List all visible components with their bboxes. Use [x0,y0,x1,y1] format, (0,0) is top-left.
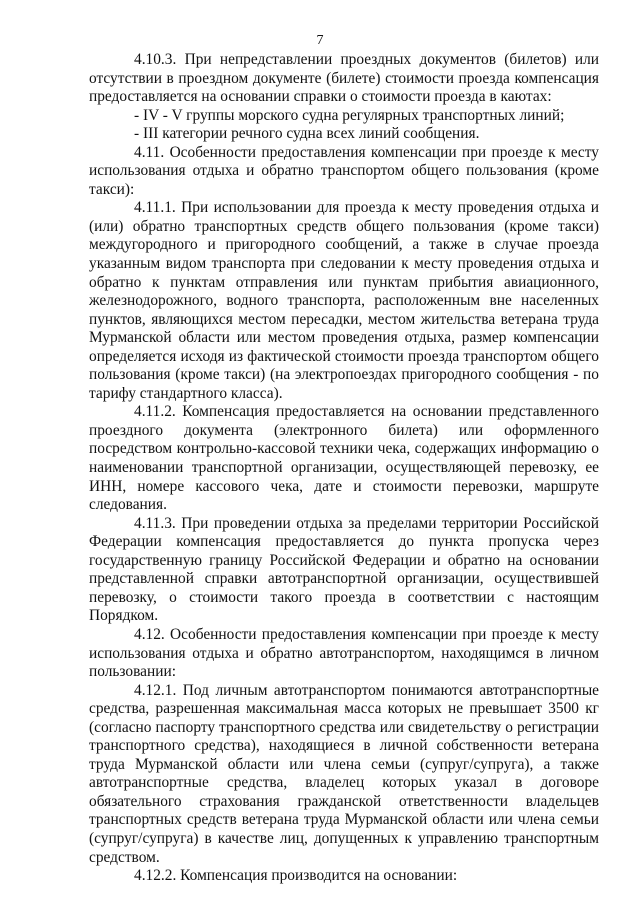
document-body [89,51,599,886]
list-item-sea-vessel: - IV - V группы морского судна регулярных транспортных линий; [134,106,565,124]
page-number: 7 [316,33,324,48]
paragraph-4-11-1: 4.11.1. При использовании для проезда к месту проведения отдыха и (или) обратно транспортных средств общего пользования (кроме такси) междугородного и пригородного сообщений, а также в случае проезда указанным видом транспорта при следовании к месту проведения отдыха и обратно к пунктам отправления или пунктам прибытия авиационного, железнодорожного, водного транспорта, расположенным вне населенных пунктов, являющихся местом пересадки, местом жительства ветерана труда Мурманской области или местом проведения отдыха, размер компенсации определяется исходя из фактической стоимости проезда транспортом общего пользования (кроме такси) (на электропоездах пригородного сообщения - по тарифу стандартного класса). [89,199,599,402]
list-item-river-vessel: - III категории речного судна всех линий сообщения. [134,125,480,143]
paragraph-4-12-2: 4.12.2. Компенсация производится на основании: [134,867,458,885]
paragraph-4-12: 4.12. Особенности предоставления компенсации при проезде к месту использования отдыха и обратно автотранспортом, находящимся в личном пользовании: [89,625,599,681]
paragraph-4-12-1: 4.12.1. Под личным автотранспортом понимаются автотранспортные средства, разрешенная максимальная масса которых не превышает 3500 кг (согласно паспорту транспортного средства или свидетельству о регистрации транспортного средства), находящиеся в личной собственности ветерана труда Мурманской области или члена семьи (супруг/супруга), а также автотранспортные средства, владелец которых указал в договоре обязательного страхования гражданской ответственности владельцев транспортных средств ветерана труда Мурманской области или члена семьи (супруг/супруга) в качестве лиц, допущенных к управлению транспортным средством. [89,681,599,866]
paragraph-4-11: 4.11. Особенности предоставления компенсации при проезде к месту использования отдыха и обратно транспортом общего пользования (кроме такси): [89,143,599,198]
paragraph-4-11-2: 4.11.2. Компенсация предоставляется на основании представленного проездного документа (электронного билета) или оформленного посредством контрольно-кассовой техники чека, содержащих информацию о наименовании транспортной организации, осуществляющей перевозку, ее ИНН, номере кассового чека, дате и стоимости перевозки, маршруте следования. [89,403,599,514]
paragraph-4-11-3: 4.11.3. При проведении отдыха за пределами территории Российской Федерации компенсация предоставляется до пункта пропуска через государственную границу Российской Федерации и обратно на основании представленной справки автотранспортной организации, осуществившей перевозку, о стоимости такого проезда в соответствии с настоящим Порядком. [89,514,599,625]
paragraph-4-10-3: 4.10.3. При непредставлении проездных документов (билетов) или отсутствии в проездном документе (билете) стоимости проезда компенсация предоставляется на основании справки о стоимости проезда в каютах: [89,51,599,106]
